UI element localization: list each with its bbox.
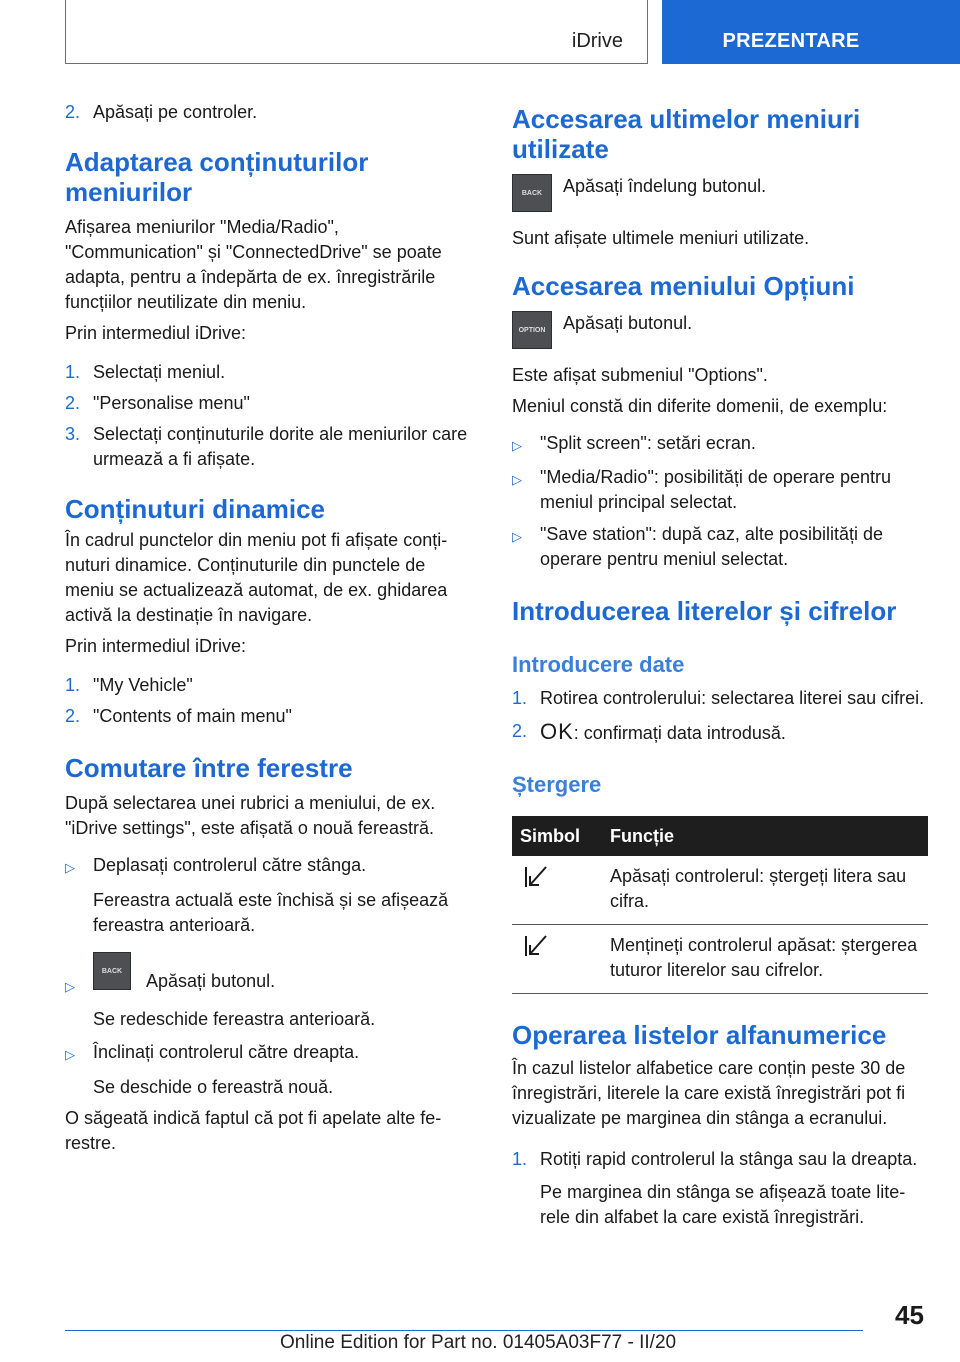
paragraph: În cadrul punctelor din meniu pot fi afișate conținuturi dinamice. Conținuturile din punctele de meniu se actualizează automat, de ex. ghidarea activă la destinație în navigare. <box>65 530 448 625</box>
step-text: Selectați conținuturile dorite ale meniurilor care urmează a fi afișate. <box>93 424 468 469</box>
left-column <box>65 100 475 1156</box>
delete-arrow-icon <box>520 933 550 959</box>
bullet-text: Deplasați controlerul către stânga. <box>93 855 367 875</box>
table-cell-symbol <box>512 925 602 994</box>
header-chapter-label: PREZENTARE <box>722 30 860 52</box>
heading-letters-digits: Introducerea literelor și cifrelor <box>512 596 897 626</box>
right-column <box>512 100 928 1230</box>
paragraph: Prin intermediul iDrive: <box>65 636 247 656</box>
step-text: Apăsați pe controler. <box>93 102 258 122</box>
bullet-text: "Split screen": setări ecran. <box>540 433 756 453</box>
bullet-list <box>65 853 475 1100</box>
page-number: 45 <box>895 1300 924 1330</box>
step-text: : confirmați data introdusă. <box>573 723 786 743</box>
footer-edition-text: Online Edition for Part no. 01405A03F77 - II/20 <box>280 1332 677 1353</box>
paragraph: După selectarea unei rubrici a meniului, de ex. "iDrive settings", este afișată o nouă fereastră. <box>65 793 436 838</box>
subheading-delete: Ștergere <box>512 772 602 797</box>
heading-adapt-menus: Adaptarea conținuturilor meniurilor <box>65 147 369 207</box>
bullet-list <box>512 431 928 572</box>
step-list <box>65 360 475 472</box>
heading-options-menu: Accesarea meniului Opțiuni <box>512 271 855 301</box>
step-number: 3. <box>65 424 81 444</box>
step-text: Rotirea controlerului: selectarea literei sau cifrei. <box>540 688 925 708</box>
table-header-symbol: Simbol <box>512 816 602 856</box>
step-item <box>512 1147 928 1172</box>
bullet-item <box>65 952 475 999</box>
step-list <box>65 673 475 729</box>
bullet-text: Înclinați controlerul către dreapta. <box>93 1042 360 1062</box>
paragraph: Meniul constă din diferite domenii, de exemplu: <box>512 396 888 416</box>
bullet-text: "Media/Radio": posibilități de operare pentru meniul principal selectat. <box>540 467 891 512</box>
table-cell-function: Apăsați controlerul: ștergeți litera sau cifra. <box>602 856 928 925</box>
heading-alphanumeric-lists: Operarea listelor alfanumerice <box>512 1020 887 1050</box>
step-number: 2. <box>65 393 81 413</box>
header-chapter-tab <box>662 0 960 64</box>
step-item <box>65 673 475 698</box>
bullet-item <box>512 522 928 572</box>
bullet-item <box>512 431 928 458</box>
heading-switch-windows: Comutare între ferestre <box>65 753 353 783</box>
subheading-data-entry: Introducere date <box>512 652 685 677</box>
option-button-icon: OPTION <box>512 311 552 349</box>
button-instruction <box>512 311 928 349</box>
bullet-item <box>512 465 928 515</box>
step-item <box>65 100 475 125</box>
bullet-subtext: Se deschide o fereastră nouă. <box>93 1077 334 1097</box>
step-item <box>65 360 475 385</box>
triangle-bullet-icon: ▷ <box>65 860 75 875</box>
table-row <box>512 925 928 994</box>
paragraph: Este afișat submeniul "Options". <box>512 365 768 385</box>
step-item <box>65 391 475 416</box>
triangle-bullet-icon: ▷ <box>65 979 75 994</box>
table-header-function: Funcție <box>602 816 928 856</box>
delete-arrow-icon <box>520 864 550 890</box>
step-number: 1. <box>65 362 81 382</box>
instruction-text: Apăsați butonul. <box>563 313 693 333</box>
triangle-bullet-icon: ▷ <box>65 1047 75 1062</box>
back-button-icon: BACK <box>512 174 552 212</box>
bullet-text: Apăsați butonul. <box>146 971 276 991</box>
triangle-bullet-icon: ▷ <box>512 529 522 544</box>
step-text: Selectați meniul. <box>93 362 226 382</box>
paragraph: În cazul listelor alfabetice care conțin peste 30 de înregistrări, literele la care există înregistrări pot fi vizualizate pe marginea din stânga a ecranului. <box>512 1058 906 1128</box>
paragraph: Prin intermediul iDrive: <box>65 323 247 343</box>
bullet-subtext: Se redeschide fereastra anterioară. <box>93 1009 376 1029</box>
back-button-icon: BACK <box>93 952 131 990</box>
bullet-subtext: Fereastra actuală este închisă și se afișează fereastra anterioară. <box>93 890 449 935</box>
bullet-item <box>65 1040 475 1067</box>
triangle-bullet-icon: ▷ <box>512 472 522 487</box>
instruction-text: Apăsați îndelung butonul. <box>563 176 767 196</box>
paragraph: Afișarea meniurilor "Media/Radio", "Communication" și "ConnectedDrive" se poate adapta, pentru a îndepărta de ex. înregistrările funcțiilor neutilizate din meniu. <box>65 217 442 312</box>
step-item <box>512 719 928 746</box>
footer-divider <box>65 1330 863 1331</box>
step-subtext: Pe marginea din stânga se afișează toate literele din alfabet la care există înregistrări. <box>540 1182 906 1227</box>
paragraph: O săgeată indică faptul că pot fi apelate alte ferestre. <box>65 1108 442 1153</box>
step-item <box>65 704 475 729</box>
table-header-row <box>512 816 928 856</box>
step-number: 2. <box>65 706 81 726</box>
step-number: 1. <box>512 1149 528 1169</box>
step-text: "Personalise menu" <box>93 393 250 413</box>
heading-last-menus: Accesarea ultimelor meniuri utilizate <box>512 104 861 164</box>
table-cell-function: Mențineți controlerul apăsat: ștergerea tuturor literelor sau cifrelor. <box>602 925 928 994</box>
step-item <box>512 686 928 711</box>
step-number: 2. <box>65 102 81 122</box>
step-number: 1. <box>65 675 81 695</box>
step-list <box>512 686 928 746</box>
button-instruction <box>512 174 928 212</box>
header-section-title: iDrive <box>571 30 623 52</box>
table-cell-symbol <box>512 856 602 925</box>
ok-icon: OK <box>540 719 574 744</box>
step-text: "Contents of main menu" <box>93 706 292 726</box>
table-row <box>512 856 928 925</box>
step-number: 2. <box>512 721 528 741</box>
step-text: Rotiți rapid controlerul la stânga sau la dreapta. <box>540 1149 918 1169</box>
step-number: 1. <box>512 688 528 708</box>
heading-dynamic-content: Conținuturi dinamice <box>65 494 325 524</box>
header-box <box>65 0 648 64</box>
step-item <box>65 422 475 472</box>
bullet-text: "Save station": după caz, alte posibilități de operare pentru meniul selectat. <box>540 524 883 569</box>
triangle-bullet-icon: ▷ <box>512 438 522 453</box>
bullet-item <box>65 853 475 880</box>
step-text: "My Vehicle" <box>93 675 193 695</box>
symbol-table <box>512 816 928 994</box>
paragraph: Sunt afișate ultimele meniuri utilizate. <box>512 228 810 248</box>
